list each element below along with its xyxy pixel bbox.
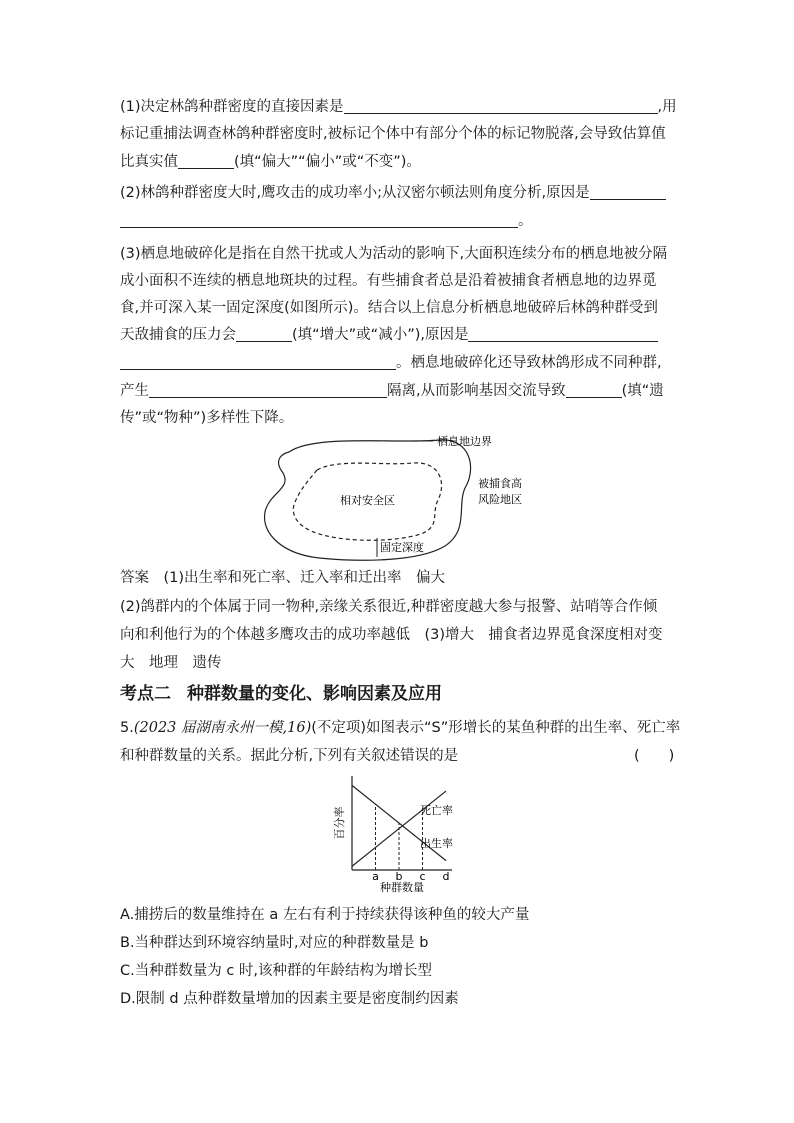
x-tick-label-a: a [372,870,379,883]
series-label-birth-rate: 出生率 [420,837,453,850]
y-axis-label: 百分率 [333,806,346,840]
risk-area-label-2: 风险地区 [478,493,522,506]
q4-p3-line1: (3)栖息地破碎化是指在自然干扰或人为活动的影响下,大面积连续分布的栖息地被分隔 [120,246,668,262]
blank [344,98,658,114]
blank [566,382,622,398]
x-tick-label-d: d [442,870,450,883]
answer-parentheses: ( ) [634,748,675,764]
q4-p1-line2: 标记重捕法调查林鸽种群密度时,被标记个体中有部分个体的标记物脱落,会导致估算值 [120,126,666,142]
blank [120,212,518,228]
habitat-figure [255,430,545,565]
q4-p2-line2: 。 [120,211,533,231]
option-b: B.当种群达到环境容纳量时,对应的种群数量是 b [120,935,429,951]
birth-death-rate-chart [328,772,478,894]
q4-p3-line5: 。栖息地破碎化还导致林鸽形成不同种群, [120,353,662,373]
safe-zone-label: 相对安全区 [340,494,395,507]
option-a: A.捕捞后的数量维持在 a 左右有利于持续获得该种鱼的较大产量 [120,907,530,923]
blank [149,382,387,398]
boundary-label: 栖息地边界 [437,435,492,448]
answer-line4: 大 地理 遗传 [120,655,222,671]
risk-area-label-1: 被捕食高 [478,477,522,490]
x-axis-label: 种群数量 [380,881,424,894]
x-tick-label-c: c [419,870,426,883]
q4-p1-line1: (1)决定林鸽种群密度的直接因素是 ,用 [120,99,677,115]
q4-p3-line6: 产生 隔离,从而影响基因交流导致 (填“遗 [120,383,664,399]
option-c: C.当种群数量为 c 时,该种群的年龄结构为增长型 [120,963,433,979]
answer-line1: 答案 (1)出生率和死亡率、迁入率和迁出率 偏大 [120,570,446,586]
blank [236,326,292,342]
section-heading: 考点二 种群数量的变化、影响因素及应用 [120,684,442,704]
blank [468,326,658,342]
q4-p3-line4: 天敌捕食的压力会 (填“增大”或“减小”),原因是 [120,325,658,345]
series-label-death-rate: 死亡率 [420,804,453,817]
option-d: D.限制 d 点种群数量增加的因素主要是密度制约因素 [120,991,459,1007]
blank [178,153,234,169]
q5-stem-line2: 和种群数量的关系。据此分析,下列有关叙述错误的是 [120,748,459,764]
q4-p1-line3: 比真实值 (填“偏大”“偏小”或“不变”)。 [120,154,421,170]
depth-label: 固定深度 [380,541,424,554]
blank [120,354,396,370]
q4-p2-line1: (2)林鸽种群密度大时,鹰攻击的成功率小;从汉密尔顿法则角度分析,原因是 [120,183,666,203]
q5-stem-line1: 5.(2023 届湖南永州一模,16)(不定项)如图表示“S”形增长的某鱼种群的出生率、死亡率 [120,720,681,736]
q4-p3-line2: 成小面积不连续的栖息地斑块的过程。有些捕食者总是沿着被捕食者栖息地的边界觅 [120,273,657,289]
q4-p3-line7: 传”或“物种”)多样性下降。 [120,410,294,426]
answer-line2: (2)鸽群内的个体属于同一物种,亲缘关系很近,种群密度越大参与报警、站哨等合作倾 [120,599,658,615]
answer-line3: 向和利他行为的个体越多鹰攻击的成功率越低 (3)增大 捕食者边界觅食深度相对变 [120,627,663,643]
q4-p3-line3: 食,并可深入某一固定深度(如图所示)。结合以上信息分析栖息地破碎后林鸽种群受到 [120,300,658,316]
blank [590,184,666,200]
x-tick-label-b: b [395,870,403,883]
